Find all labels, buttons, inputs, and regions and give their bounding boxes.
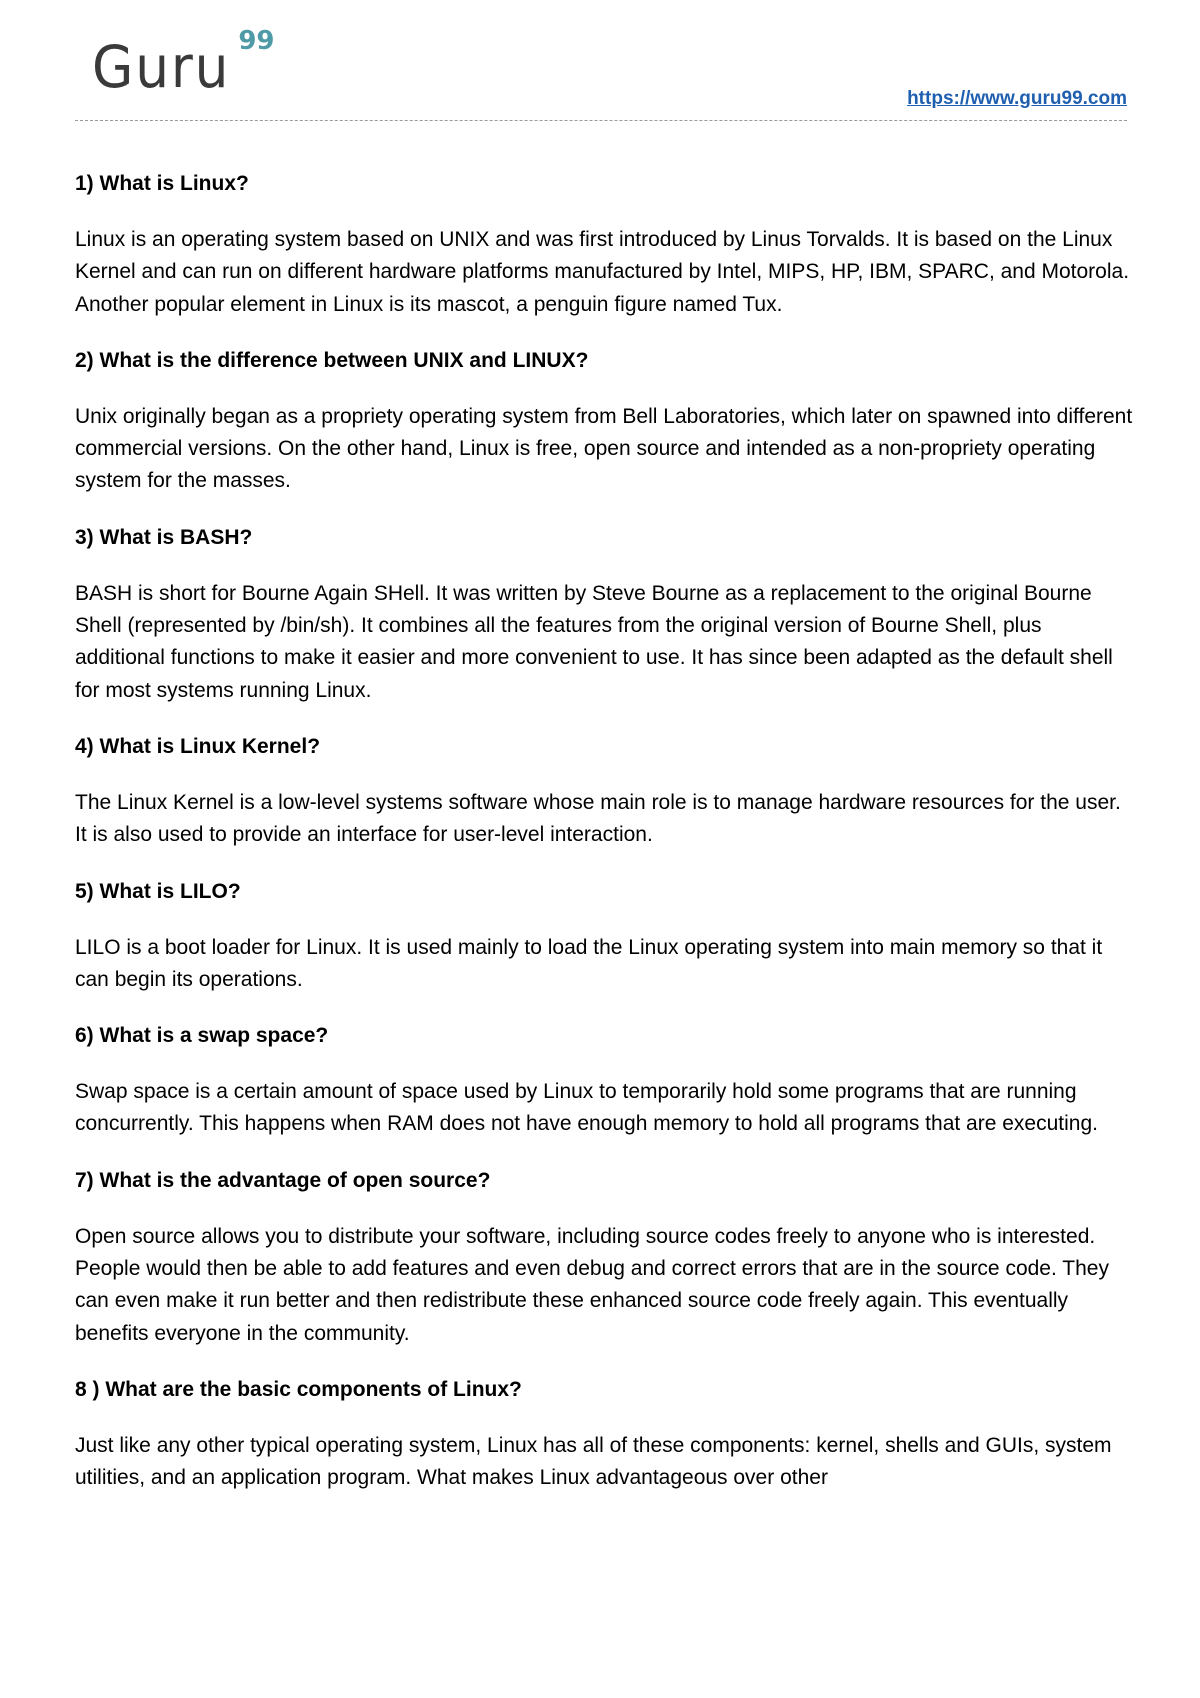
qa-item-3 — [75, 522, 1135, 707]
document-body — [75, 168, 1135, 1519]
question-heading: 3) What is BASH? — [75, 525, 253, 549]
logo-text: Guru — [92, 33, 231, 101]
answer-paragraph: Open source allows you to distribute your software, including source codes freely to anyone who is interested. People would then be able to add features and even debug and correct errors that are in the source code. They can even make it run better and then redistribute these enhanced source code freely again. This eventually benefits everyone in the community. — [75, 1224, 1109, 1345]
question-heading: 7) What is the advantage of open source? — [75, 1168, 491, 1192]
answer-paragraph: The Linux Kernel is a low-level systems software whose main role is to manage hardware resources for the user. It is also used to provide an interface for user-level interaction. — [75, 790, 1121, 847]
question-heading: 1) What is Linux? — [75, 172, 249, 195]
qa-item-6 — [75, 1020, 1135, 1141]
question-heading: 5) What is LILO? — [75, 879, 241, 903]
guru99-logo — [92, 26, 275, 101]
answer-paragraph: Unix originally began as a propriety operating system from Bell Laboratories, which later on spawned into different commercial versions. On the other hand, Linux is free, open source and intended as a non-propriety operating system for the masses. — [75, 404, 1133, 493]
logo-superscript: 99 — [238, 26, 275, 56]
answer-paragraph: LILO is a boot loader for Linux. It is used mainly to load the Linux operating system into main memory so that it can begin its operations. — [75, 935, 1103, 991]
answer-paragraph: Linux is an operating system based on UNIX and was first introduced by Linus Torvalds. It is based on the Linux Kernel and can run on different hardware platforms manufactured by Intel, MIPS, HP, IBM, SPARC, and Motorola. Another popular element in Linux is its mascot, a penguin figure named Tux. — [75, 228, 1130, 316]
question-heading: 2) What is the difference between UNIX and LINUX? — [75, 348, 589, 372]
answer-paragraph: Just like any other typical operating system, Linux has all of these components: kernel, shells and GUIs, system utilities, and an application program. What makes Linux advantageous over other — [75, 1433, 1112, 1490]
question-heading: 4) What is Linux Kernel? — [75, 734, 321, 758]
qa-item-1 — [75, 168, 1135, 321]
qa-item-8 — [75, 1374, 1135, 1495]
question-heading: 6) What is a swap space? — [75, 1024, 329, 1048]
qa-item-5 — [75, 876, 1135, 997]
page-header — [0, 0, 1200, 140]
question-heading: 8 ) What are the basic components of Linux? — [75, 1377, 522, 1401]
header-divider — [75, 120, 1127, 121]
qa-item-7 — [75, 1165, 1135, 1350]
answer-paragraph: Swap space is a certain amount of space used by Linux to temporarily hold some programs that are running concurrently. This happens when RAM does not have enough memory to hold all programs that are executing. — [75, 1080, 1098, 1136]
qa-item-4 — [75, 731, 1135, 852]
qa-item-2 — [75, 345, 1135, 498]
answer-paragraph: BASH is short for Bourne Again SHell. It was written by Steve Bourne as a replacement to the original Bourne Shell (represented by /bin/sh). It combines all the features from the original version of Bourne Shell, plus additional functions to make it easier and more convenient to use. It has since been adapted as the default shell for most systems running Linux. — [75, 581, 1113, 702]
site-url-link[interactable]: https://www.guru99.com — [907, 88, 1127, 109]
